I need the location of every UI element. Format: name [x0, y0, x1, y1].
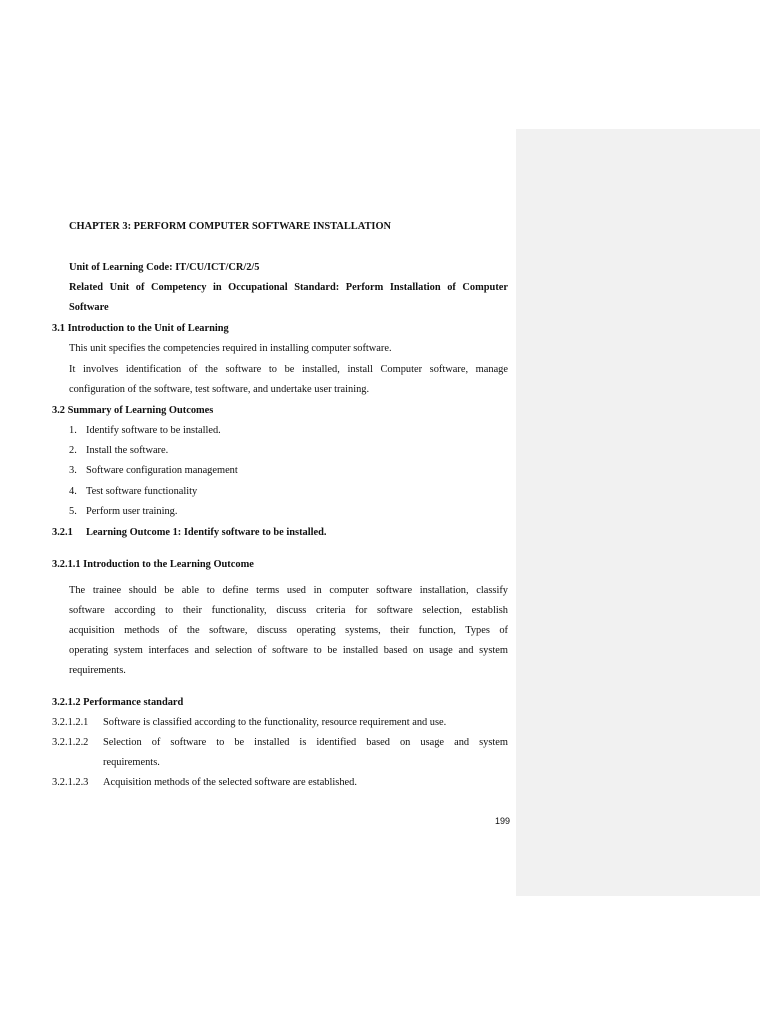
standard-text: Acquisition methods of the selected software are established. — [103, 777, 357, 788]
intro-paragraph-line: software according to their functionality, discuss criteria for software selection, establish — [69, 605, 508, 616]
unit-code: Unit of Learning Code: IT/CU/ICT/CR/2/5 — [69, 262, 260, 273]
standard-text-continuation: requirements. — [103, 757, 160, 768]
section-3-2-heading: 3.2 Summary of Learning Outcomes — [52, 405, 214, 416]
chapter-title: CHAPTER 3: PERFORM COMPUTER SOFTWARE INSTALLATION — [69, 221, 392, 232]
intro-paragraph-line: acquisition methods of the software, discuss operating systems, their function, Types of — [69, 625, 508, 636]
section-3-2-1-number: 3.2.1 — [52, 527, 73, 538]
outcome-number: 1. — [69, 425, 77, 436]
comment-pane — [516, 129, 760, 896]
section-3-1-paragraph-1: This unit specifies the competencies required in installing computer software. — [69, 343, 392, 354]
intro-paragraph-line: operating system interfaces and selection of software to be installed based on usage and system — [69, 645, 508, 656]
related-unit-line2: Software — [69, 302, 109, 313]
outcome-number: 3. — [69, 465, 77, 476]
section-3-1-heading: 3.1 Introduction to the Unit of Learning — [52, 323, 229, 334]
section-3-2-1-heading: Learning Outcome 1: Identify software to be installed. — [86, 527, 327, 538]
standard-number: 3.2.1.2.1 — [52, 717, 89, 728]
outcome-text: Perform user training. — [86, 506, 178, 517]
outcome-number: 5. — [69, 506, 77, 517]
section-3-2-1-1-heading: 3.2.1.1 Introduction to the Learning Outcome — [52, 559, 254, 570]
intro-paragraph-line: requirements. — [69, 665, 126, 676]
page-number: 199 — [494, 816, 510, 826]
outcome-number: 2. — [69, 445, 77, 456]
standard-text: Selection of software to be installed is identified based on usage and system — [103, 737, 508, 748]
outcome-text: Identify software to be installed. — [86, 425, 221, 436]
section-3-1-paragraph-2-line1: It involves identification of the software to be installed, install Computer software, manage — [69, 364, 508, 375]
outcome-number: 4. — [69, 486, 77, 497]
standard-number: 3.2.1.2.3 — [52, 777, 89, 788]
outcome-text: Install the software. — [86, 445, 169, 456]
outcome-text: Software configuration management — [86, 465, 238, 476]
intro-paragraph-line: The trainee should be able to define terms used in computer software installation, classify — [69, 585, 508, 596]
section-3-1-paragraph-2-line2: configuration of the software, test software, and undertake user training. — [69, 384, 370, 395]
related-unit-line1: Related Unit of Competency in Occupational Standard: Perform Installation of Computer — [69, 282, 508, 293]
standard-number: 3.2.1.2.2 — [52, 737, 89, 748]
standard-text: Software is classified according to the functionality, resource requirement and use. — [103, 717, 447, 728]
section-3-2-1-2-heading: 3.2.1.2 Performance standard — [52, 697, 184, 708]
outcome-text: Test software functionality — [86, 486, 198, 497]
